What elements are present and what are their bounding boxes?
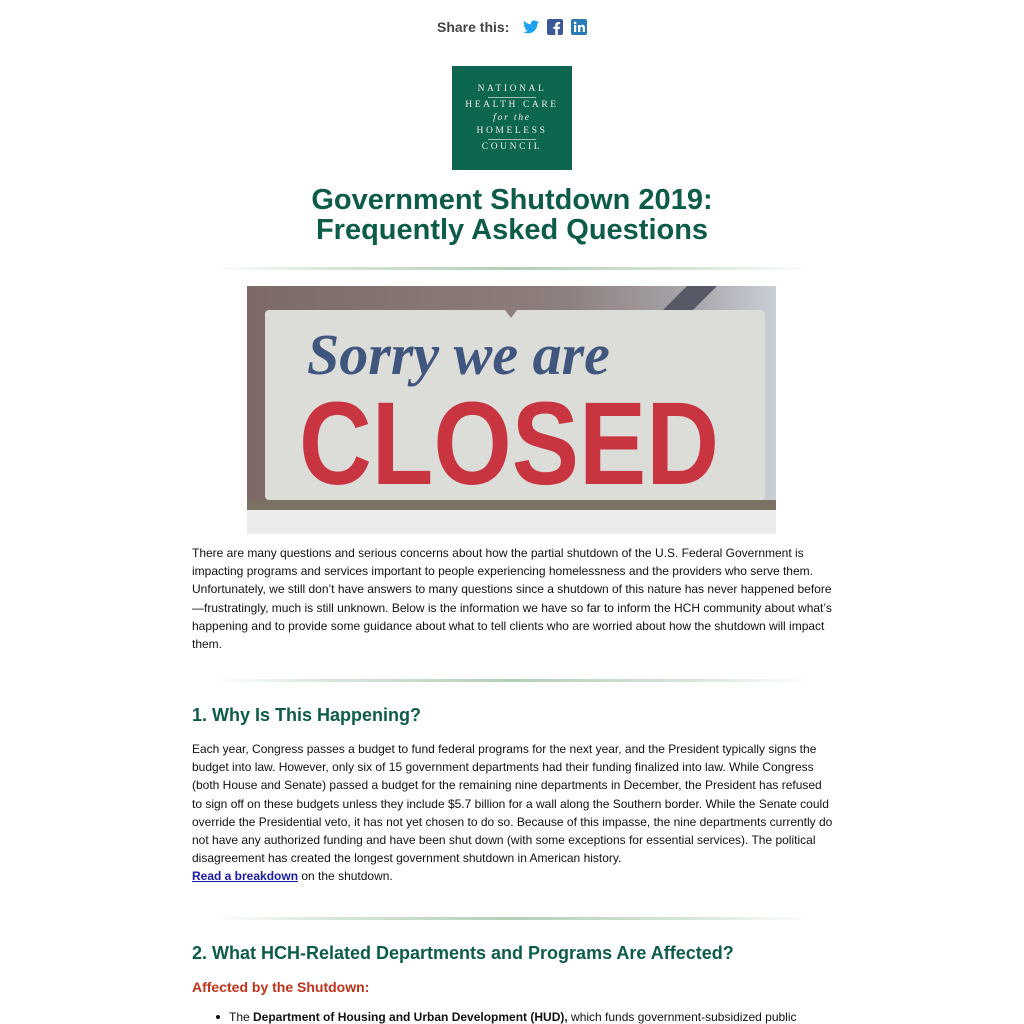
bullet-rest: which funds government-subsidized public	[567, 1010, 797, 1024]
section-divider	[210, 917, 814, 920]
read-breakdown-link[interactable]: Read a breakdown	[192, 869, 299, 884]
affected-subheading: Affected by the Shutdown:	[192, 979, 370, 995]
bullet-icon	[216, 1015, 220, 1019]
twitter-icon[interactable]	[523, 19, 539, 35]
logo-line: for the	[493, 112, 531, 123]
facebook-icon[interactable]	[547, 19, 563, 35]
section-1-body	[192, 740, 834, 886]
section-2-heading: 2. What HCH-Related Departments and Programs Are Affected?	[192, 943, 734, 963]
page-title	[0, 185, 1024, 245]
section-1-text: Each year, Congress passes a budget to fund federal programs for the next year, and the President typically signs the budget into law. However, only six of 15 government departments had their funding finalized into law. While Congress (both House and Senate) passed a budget for the remaining nine departments in December, the President has refused to sign off on these budgets unless they include $5.7 billion for a wall along the Southern border. While the Senate could override the Presidential veto, it has not yet chosen to do so. Because of this impasse, the nine departments currently do not have any authorized funding and have been shut down (with some exceptions for essential services). The political disagreement has created the longest government shutdown in American history.	[192, 742, 833, 866]
logo-line: HEALTH CARE	[465, 99, 559, 110]
list-item	[216, 1010, 797, 1024]
logo-rule	[488, 139, 536, 140]
logo-rule	[488, 97, 536, 98]
hero-image	[247, 286, 776, 534]
bullet-bold: Department of Housing and Urban Development (HUD),	[253, 1010, 568, 1024]
share-label: Share this:	[437, 19, 510, 35]
organization-logo	[452, 66, 572, 170]
logo-line: HOMELESS	[476, 125, 548, 136]
sign-script-text: Sorry we are	[307, 322, 610, 387]
section-divider	[210, 267, 814, 270]
sign-main-text: CLOSED	[299, 378, 719, 510]
title-line-1: Government Shutdown 2019:	[311, 184, 713, 216]
intro-paragraph: There are many questions and serious concerns about how the partial shutdown of the U.S. Federal Government is impacting programs and services important to people experiencing homelessness and the providers who serve them. Unfortunately, we still don’t have answers to many questions since a shutdown of this nature has never happened before—frustratingly, much is still unknown. Below is the information we have so far to inform the HCH community about what’s happening and to provide some guidance about what to tell clients who are worried about how the shutdown will impact them.	[192, 546, 832, 652]
logo-line: NATIONAL	[477, 83, 547, 94]
bullet-prefix: The	[229, 1010, 254, 1024]
title-line-2: Frequently Asked Questions	[315, 214, 709, 246]
linkedin-icon[interactable]	[571, 19, 587, 35]
share-bar	[437, 19, 595, 35]
link-suffix: on the shutdown.	[298, 869, 393, 884]
section-divider	[210, 679, 814, 682]
logo-line: COUNCIL	[481, 141, 543, 152]
section-1-heading: 1. Why Is This Happening?	[192, 705, 422, 725]
